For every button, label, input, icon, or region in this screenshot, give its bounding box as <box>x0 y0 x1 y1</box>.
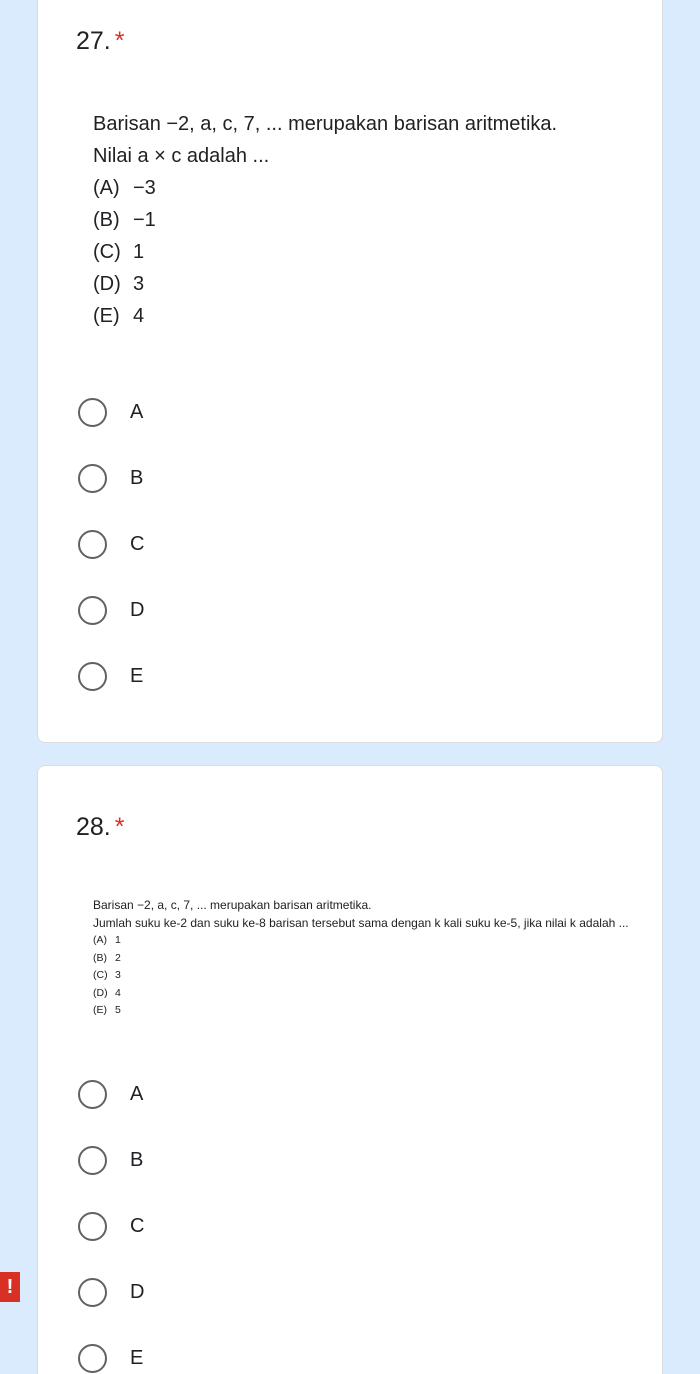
question-card-28 <box>37 765 663 1374</box>
required-asterisk: * <box>114 813 125 841</box>
radio-empty-circle-icon[interactable] <box>78 530 107 559</box>
radio-option-d[interactable] <box>78 1259 144 1325</box>
radio-empty-circle-icon[interactable] <box>78 1080 107 1109</box>
question-body <box>93 897 629 1020</box>
answer-choice-d: (D) 3 <box>93 273 145 295</box>
radio-empty-circle-icon[interactable] <box>78 464 107 493</box>
question-line: Nilai a × c adalah ... <box>93 145 270 167</box>
radio-group <box>78 1061 144 1374</box>
radio-option-a[interactable] <box>78 379 144 445</box>
radio-empty-circle-icon[interactable] <box>78 1146 107 1175</box>
answer-choice-d: (D) 4 <box>93 986 121 999</box>
radio-empty-circle-icon[interactable] <box>78 596 107 625</box>
radio-label: B <box>130 1148 144 1171</box>
question-body <box>93 108 557 332</box>
radio-empty-circle-icon[interactable] <box>78 1344 107 1373</box>
radio-empty-circle-icon[interactable] <box>78 1278 107 1307</box>
answer-choice-c: (C) 1 <box>93 241 145 263</box>
radio-empty-circle-icon[interactable] <box>78 662 107 691</box>
question-line: Jumlah suku ke-2 dan suku ke-8 barisan tersebut sama dengan k kali suku ke-5, jika nilai k adalah ... <box>93 915 629 930</box>
radio-label: B <box>130 466 144 489</box>
question-card-27 <box>37 0 663 743</box>
radio-label: C <box>130 532 145 555</box>
radio-option-e[interactable] <box>78 643 144 709</box>
radio-label: D <box>130 598 145 621</box>
answer-choice-e: (E) 5 <box>93 1004 121 1016</box>
radio-label: E <box>130 664 144 687</box>
exclamation-icon: ! <box>0 1272 20 1302</box>
answer-choice-b: (B) −1 <box>93 209 156 231</box>
answer-choice-a: (A) 1 <box>93 934 121 946</box>
radio-option-c[interactable] <box>78 511 144 577</box>
answer-choice-c: (C) 3 <box>93 969 121 981</box>
radio-label: D <box>130 1280 145 1303</box>
radio-label: A <box>130 1082 144 1105</box>
answer-choice-e: (E) 4 <box>93 305 145 327</box>
radio-option-e[interactable] <box>78 1325 144 1374</box>
radio-empty-circle-icon[interactable] <box>78 1212 107 1241</box>
answer-choice-a: (A) −3 <box>93 177 156 199</box>
radio-label: E <box>130 1346 144 1369</box>
question-number: 27. <box>76 27 111 55</box>
answer-choice-b: (B) 2 <box>93 951 121 964</box>
radio-option-b[interactable] <box>78 1127 144 1193</box>
question-title <box>76 813 125 842</box>
radio-option-a[interactable] <box>78 1061 144 1127</box>
radio-option-c[interactable] <box>78 1193 144 1259</box>
radio-empty-circle-icon[interactable] <box>78 398 107 427</box>
question-title <box>76 27 125 56</box>
radio-option-b[interactable] <box>78 445 144 511</box>
required-asterisk: * <box>114 27 125 55</box>
radio-option-d[interactable] <box>78 577 144 643</box>
radio-label: C <box>130 1214 145 1237</box>
question-line: Barisan −2, a, c, 7, ... merupakan barisan aritmetika. <box>93 898 372 912</box>
question-number: 28. <box>76 813 111 841</box>
radio-group <box>78 379 144 709</box>
radio-label: A <box>130 400 144 423</box>
question-line: Barisan −2, a, c, 7, ... merupakan barisan aritmetika. <box>93 113 558 135</box>
